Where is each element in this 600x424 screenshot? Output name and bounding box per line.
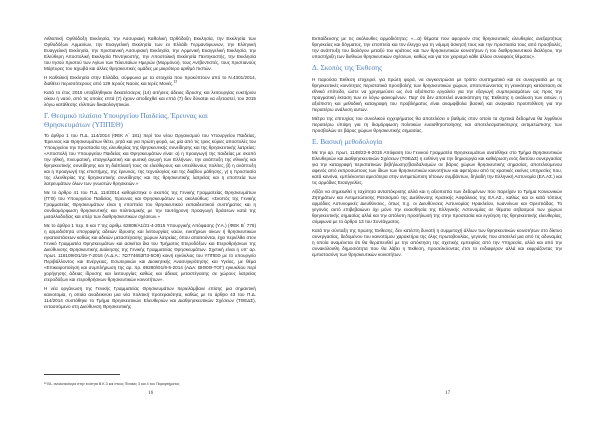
footnote-divider [44, 374, 120, 375]
paragraph-ministerial-decision: Με το άρθρο 1 περ. 6 και 7 της αριθμ. 62809/Α1/21-4-2015 Υπουργικής Απόφασης (Υ.Α.) (ΦΕΚ Β΄ 776) η αρμοδιότητα υπογραφής αδειών ίδρυσης και λειτουργίας ναών, ευκτήριων οίκων ή θρησκευτικών εγκαταστάσεων καθώς και αδειών μεταστέγασης χώρων λατρείας, όπου απαιτούνται, έχει περιέλθει στον Γενικό Γραμματέα Θρησκευμάτων και ασκείται δια του Τμήματος Ετεροδόξων και Ετεροθρήσκων της Διεύθυνσης Θρησκευτικής Διοίκησης της Γενικής Γραμματείας Θρησκευμάτων. Σχετική είναι η υπ' αρ. πρωτ. 118109/Θ1/19-7-2016 (Α.Δ.Α.: 7Ω774653Π3-5Ο9) κοινή εγκύκλιος του ΥΠΠΕΘ με το υπουργείο Περιβάλλοντος και Ενέργειας, Εσωτερικών και Διοικητικής Ανασυγκρότησης και Υγείας, με θέμα «Επικαιροποίηση και συμπλήρωση της αρ. πρ. 69280/Θ1/6-5-2014 (ΑΔΑ: ΒΙΘ0Θ-ΤΟΓ) εγκυκλίου περί χορήγησης άδειας ίδρυσης και λειτουργίας καθώς και άδειας μεταστέγασης σε χώρους λατρείας ετεροδόξων και ετεροθρήσκων θρησκευτικών κοινοτήτων». [44, 223, 256, 283]
footnote-ref[interactable]: 12 [173, 79, 178, 84]
paragraph-article-1: Το άρθρο 1 του Π.Δ. 114/2014 (ΦΕΚ Α΄ 181) περί του νέου Οργανισμού του Υπουργείου Παιδείας, Έρευνας και Θρησκευμάτων θέτει, ρητά και για πρώτη φορά, ως μία από τις τρεις κύριες αποστολές του Υπουργείου την προστασία της ελευθερίας της θρησκευτικής συνείδησης και της θρησκευτικής λατρείας: «Αποστολή του Υπουργείου Παιδείας και Θρησκευμάτων είναι: α) η προαγωγή της παιδείας με σκοπό την ηθική, πνευματική, επαγγελματική και φυσική αγωγή των Ελλήνων, την ανάπτυξη της εθνικής και θρησκευτικής συνείδησης και τη διάπλασή τους σε ελεύθερους και υπεύθυνους πολίτες, β) η ανάπτυξη και η προαγωγή της επιστήμης, της έρευνας, της τεχνολογίας και της διαβίου μάθησης, γ) η προστασία της ελευθερίας της θρησκευτικής συνείδησης και της θρησκευτικής λατρείας και η εποπτεία των λατρευμάτων όλων των γνωστών θρησκειών.» [44, 133, 256, 187]
section-heading-e: Ε. Βασική μεθοδολογία [312, 136, 383, 146]
paragraph-new-organization: Η νέα οργάνωση της Γενικής Γραμματείας Θρησκευμάτων περιελάμβανε επίσης μια σημαντική καινοτομία, η οποία αναδεικνύει μια νέα πολιτική προτεραιότητα, καθώς με το άρθρο 43 του Π.Δ. 114/2014 συστάθηκε το Τμήμα Θρησκευτικών Ελευθεριών και Διαθρησκευτικών Σχέσεων (ΤΘΕΔΣ), εντασσόμενο στη Διεύθυνση Θρησκευτικής [44, 286, 256, 310]
right-page [300, 0, 600, 424]
paragraph-applications-2015: Κατά το έτος 2015 υποβλήθηκαν δεκατέσσερις (14) αιτήσεις άδειας ίδρυσης και λειτουργίας ευκτήριου οίκου ή ναού, από τις οποίες επτά (7) έχουν αποδεχθεί και επτά (7) δεν δύναται να εξεταστεί, του 2015 λόγω κατάθεσης ελλιπών δικαιολογητικών. [44, 90, 256, 107]
paragraph-first-report: Κατά την σύνταξη της πρώτης Έκθεσης, δεν κατέστη δυνατή η συμμετοχή άλλων των θρησκευτικών κοινοτήτων στο δίκτυο συνεργασίας, δεδομένου του καινοτόμου χαρακτήρα της όλης πρωτοβουλίας, γεγονός που αποτελεί μια από τις αδυναμίες η οποία αναμένεται ότι θα θεραπευθεί με την απόκτηση της σχετικής εμπειρίας από την Υπηρεσία, αλλά και από την συνακόλουθη δημοσιότητα που θα λάβει η Έκθεση, προσελκύοντας έτσι το ενδιαφέρον αλλά και εκφράζοντας την εμπιστοσύνη των θρησκευτικών κοινοτήτων. [312, 228, 562, 258]
paragraph-police-cooperation: Αξίζει να σημειωθεί η ταχύτητα ανταπόκρισης αλλά και η αξιοπιστία των δεδομένων που παρείχαν το Τμήμα Κοινωνικών Ζητημάτων και Αντιμετώπισης Ρατσισμού της Διεύθυνσης Κρατικής Ασφάλειας της ΕΛ.ΑΣ., καθώς και οι κατά τόπους αρμόδιες Αστυνομικές Διευθύνσεις, όπως π.χ. οι Διευθύνσεις Αστυνομίας Ηρακλείου, Ιωαννίνων και Ορεστιάδας. Το γεγονός αυτό επιβεβαιώνει όχι μόνο την ευαισθησία της Ελληνικής Αστυνομίας σε θέματα σεβασμού των χώρων θρησκευτικής σημασίας αλλά και την απόλυτη προσήλωσή της στην προστασία και εγγύηση της θρησκευτικής ελευθερίας, σύμφωνα με το άρθρο 13 του Συντάγματος. [312, 189, 562, 225]
section-heading-d: Δ. Σκοπός της Έκθεσης [312, 63, 383, 72]
section-heading-g: Γ. Θεσμικό πλαίσιο Υπουργείου Παιδείας, Έρευνας και Θρησκευμάτων (ΥΠΠΕΘ) [44, 111, 208, 129]
paragraph-article-41: Με το άρθρο 41 του Π.Δ. 114/2014 καθορίστηκε ο σκοπός της Γενικής Γραμματείας Θρησκευμάτων (ΓΓΘ) του Υπουργείου Παιδείας, Έρευνας και Θρησκευμάτων ως ακολούθως: «Σκοπός της Γενικής Γραμματείας Θρησκευμάτων είναι η εποπτεία του θρησκευτικού εκπαιδευτικού συστήματος και η συνδιαμόρφωση θρησκευτικής και πολιτισμικής με την ταυτόχρονη προαγωγή δράσεων κατά της μισαλλοδοξίας και υπέρ των διαθρησκευτικών σχέσεων.» [44, 190, 256, 220]
paragraph-report-purpose: Η παρούσα Έκθεση επιχειρεί, για πρώτη φορά, να συγκεντρώσει με τρόπο συστηματικό και σε συνεργασία με τις θρησκευτικές κοινότητες περιστατικά προσβολής των θρησκευτικών χώρων, αποτυπώνοντας τη γενικότερη κατάσταση σε εθνικό επίπεδο, ώστε να χρησιμεύσει ως ένα αξιόπιστο εργαλείο για την εξαγωγή συμπερασμάτων ως προς την πραγματική έκταση των εν λόγω φαινομένων. Παρ' ότι δεν αποτελεί ανασκόπηση της Έκθεσης η ανάλυση των αιτιών, η αξιόπιστη και μεθοδική καταγραφή του προβλήματος είναι αναμφίβολα βασική και αναγκαία προϋπόθεση για την περαιτέρω ανάλυση αυτών. [312, 76, 562, 112]
page-number: 16 [148, 390, 154, 396]
paragraph-methodology: Με την αρ. πρωτ. 1148/22-6-2015 Απόφαση του Γενικού Γραμματέα Θρησκευμάτων ανατέθηκε στο Τμήμα Θρησκευτικών Ελευθεριών και Διαθρησκευτικών Σχέσεων (ΤΘΕΔΣ) η ευθύνη για την δημιουργία και καθιέρωση ενός δικτύου συνεργασίας για την καταγραφή περιστατικών βεβήλωσης/βανδαλισμών σε βάρος χώρων θρησκευτικής σημασίας, αποτελούμενου αφενός από εκπροσώπους των ίδιων των θρησκευτικών κοινοτήτων και αφετέρου από τις κρατικές εκείνες υπηρεσίες που, κατά κανόνα, εμπλέκονται αμεσότερα στην αντιμετώπιση τέτοιων συμβάντων, δηλαδή την Ελληνική Αστυνομία (ΕΛ.ΑΣ.) και τις αρμόδιες Εισαγγελίες. [312, 150, 562, 186]
right-page-body [312, 36, 562, 261]
paragraph-success-measure: Μέτρο της επιτυχίας του συνολικού εγχειρήματος θα αποτελέσει ο βαθμός στον οποίο τα σχετικά δεδομένα θα ληφθούν περαιτέρω υπόψη για τη διαμόρφωση πολιτικών ευαισθητοποίησης και αποτελεσματικότερης αντιμετώπισης των προσβολών σε βάρος χώρων θρησκευτικής σημασίας. [312, 115, 562, 133]
footnote: ¹² Βλ. αναλυτικότερα στην ενότητα Β.Κ.3 και στους Πίνακες 3 και 4 του Παραρτήματος [44, 382, 180, 386]
paragraph-catholic-church: Η Καθολική Εκκλησία στην Ελλάδα, σύμφωνα με τα στοιχεία που προκύπτουν από το Ν.4301/2014, διαθέτει περισσότερους από 129 Ιερούς Ναούς και Ιερές Μονές.$^{12}$ [44, 75, 256, 86]
page-number: 17 [445, 390, 451, 396]
left-page-body [44, 36, 256, 313]
paragraph-responsibilities: Εκπαίδευσης με τις ακόλουθες αρμοδιότητες: «...α) θέματα που αφορούν στις θρησκευτικές ελευθερίες ανεξαρτήτως θρησκείας και δόγματος, την εποπτεία και τον έλεγχο για τη νόμιμη άσκησή τους και την προστασία τους από προσβολές, την ανάπτυξη του διαλόγου μεταξύ του κράτους και των θρησκευτικών κοινοτήτων ή του διαθρησκευτικού διαλόγου, την υποστήριξη των διεθνών θρησκευτικών σχέσεων, καθώς και για τον χειρισμό κάθε άλλου συναφούς θέματος». [312, 36, 562, 59]
paragraph-churches-list: Αιθιοπική Ορθόδοξη Εκκλησία, την Ασσυριακή Καθολική Ορθόδοξη Εκκλησία, την Εκκλησία των Ορθοδόξων Αρμενίων, την Ευαγγελική Εκκλησία των εν Ελλάδι Γερμανόφωνων, την Ελληνική Ευαγγελική Εκκλησία, την Χριστιανική Ασσυριακή Εκκλησία, την Αρμενική Ευαγγελική Εκκλησία, την Ελεύθερη Αποστολική Εκκλησία Πεντηκοστής, την Αποστολική Εκκλησία Πεντηκοστής, την Εκκλησία του Ιησού Χριστού των Αγίων των Τελευταίων Ημερών (Μορμόνοι), τους Αντβεντιστές, τους Χριστιανούς Μάρτυρες του Ιεχωβά και άλλες θρησκευτικές ομάδες με μικρότερο αριθμό πιστών. [44, 36, 256, 71]
